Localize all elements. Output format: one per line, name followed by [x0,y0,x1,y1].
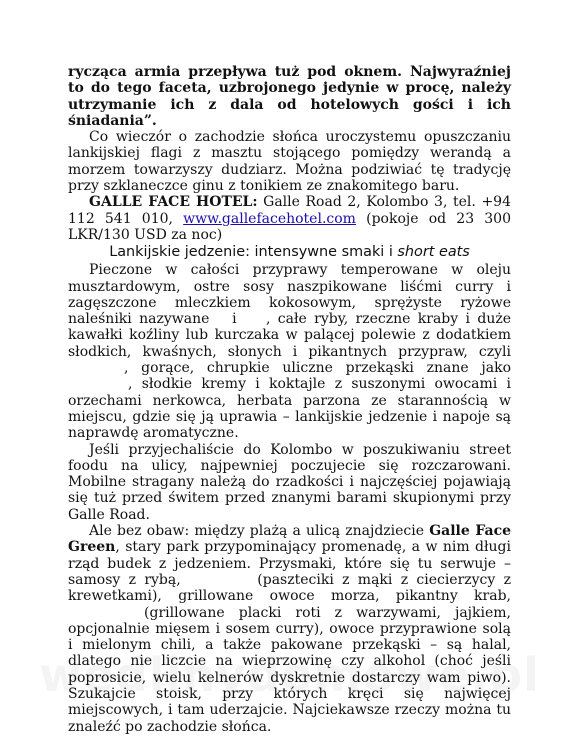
hotel-price: (pokoje od 23 300 LKR/130 USD za noc) [68,210,511,243]
green-text-1: Ale bez obaw: między plażą a ulicą znajdziecie [89,523,430,540]
food-text-1: Pieczone w całości przyprawy temperowane w oleju musztardowym, ostre sosy naszpikowane liśćmi curry i zagęszczone mleczkiem kokosowym, sprężyste ryżowe naleśniki nazywane [68,262,511,328]
food-text-4: , gorące, chrupkie uliczne przekąski znane jako [124,360,511,377]
paragraph-street-food: Jeśli przyjechaliście do Kolombo w poszukiwaniu street foodu na ulicy, najpewniej poczujecie się rozczarowani. Mobilne stragany należą do rzadkości i najczęściej pojawiają się tuż przed świtem przed znanymi barami skupionymi przy Galle Road. [68,441,511,523]
paragraph-flag-ceremony: Co wieczór o zachodzie słońca uroczystemu opuszczaniu lankijskiej flagi z masztu stojącego pomiędzy werandą a morzem towarzyszy dudziarz. Można podziwiać tę tradycję przy szklaneczce ginu z tonikiem ze znakomitego baru. [68,129,511,195]
food-text-3: , całe ryby, rzeczne kraby i duże kawałki koźliny lub kurczaka w palącej polewie z dodatkiem słodkich, kwaśnych, słonych i pikantnych przypraw, czyli [68,311,511,360]
section-heading-main: Lankijskie jedzenie: intensywne smaki i [109,244,398,261]
food-text-2: i [224,311,244,328]
section-heading [68,244,511,261]
paragraph-sri-lankan-food [68,262,511,441]
galle-face-green-name: Galle Face Green [68,523,512,556]
hotel-name: GALLE FACE HOTEL: [89,194,258,211]
food-text-5: , słodkie kremy i koktajle z suszonymi owocami i orzechami nerkowca, herbata parzona ze starannością w miejscu, gdzie się ją uprawia – lankijskie jedzenie i napoje są naprawdę aromatyczne. [68,376,511,442]
paragraph-galle-face-green [68,523,511,735]
paragraph-hotel-info [68,194,511,243]
watermark [0,648,579,702]
hotel-address: Galle Road 2, Kolombo 3, tel. +94 112 541 010, [68,194,511,227]
paragraph-quote-end: rycząca armia przepływa tuż pod oknem. Najwyraźniej to do tego faceta, uzbrojonego jedynie w procę, należy utrzymanie ich z dala od hotelowych gości i ich śniadania”. [68,64,511,129]
green-text-2: , stary park przypominający promenadę, a w nim długi rząd budek z jedzeniem. Przysmaki, które się tu serwuje – samosy z rybą, [68,539,511,588]
hotel-website-link[interactable]: www.gallefacehotel.com [183,210,356,227]
section-heading-italic: short eats [397,244,470,261]
green-text-3: (paszteciki z mąki z ciecierzycy z krewetkami), grillowane owoce morza, pikantny krab, [68,571,511,605]
document-page [68,64,511,735]
green-text-4: (grillowane placki roti z warzywami, jajkiem, opcjonalnie mięsem i sosem curry), owoce przyprawione solą i mielonym chili, a także pakowane przekąski – są halal, dlatego nie liczcie na wieprzowinę czy alkohol (choć jeśli poprosicie, wielu kelnerów dyskretnie dostarczy wam piwo). Szukajcie stoisk, przy których kręci się najwięcej miejscowych, i tam uderzajcie. Najciekawsze rzeczy można tu znaleźć po zachodzie słońca. [68,604,511,735]
